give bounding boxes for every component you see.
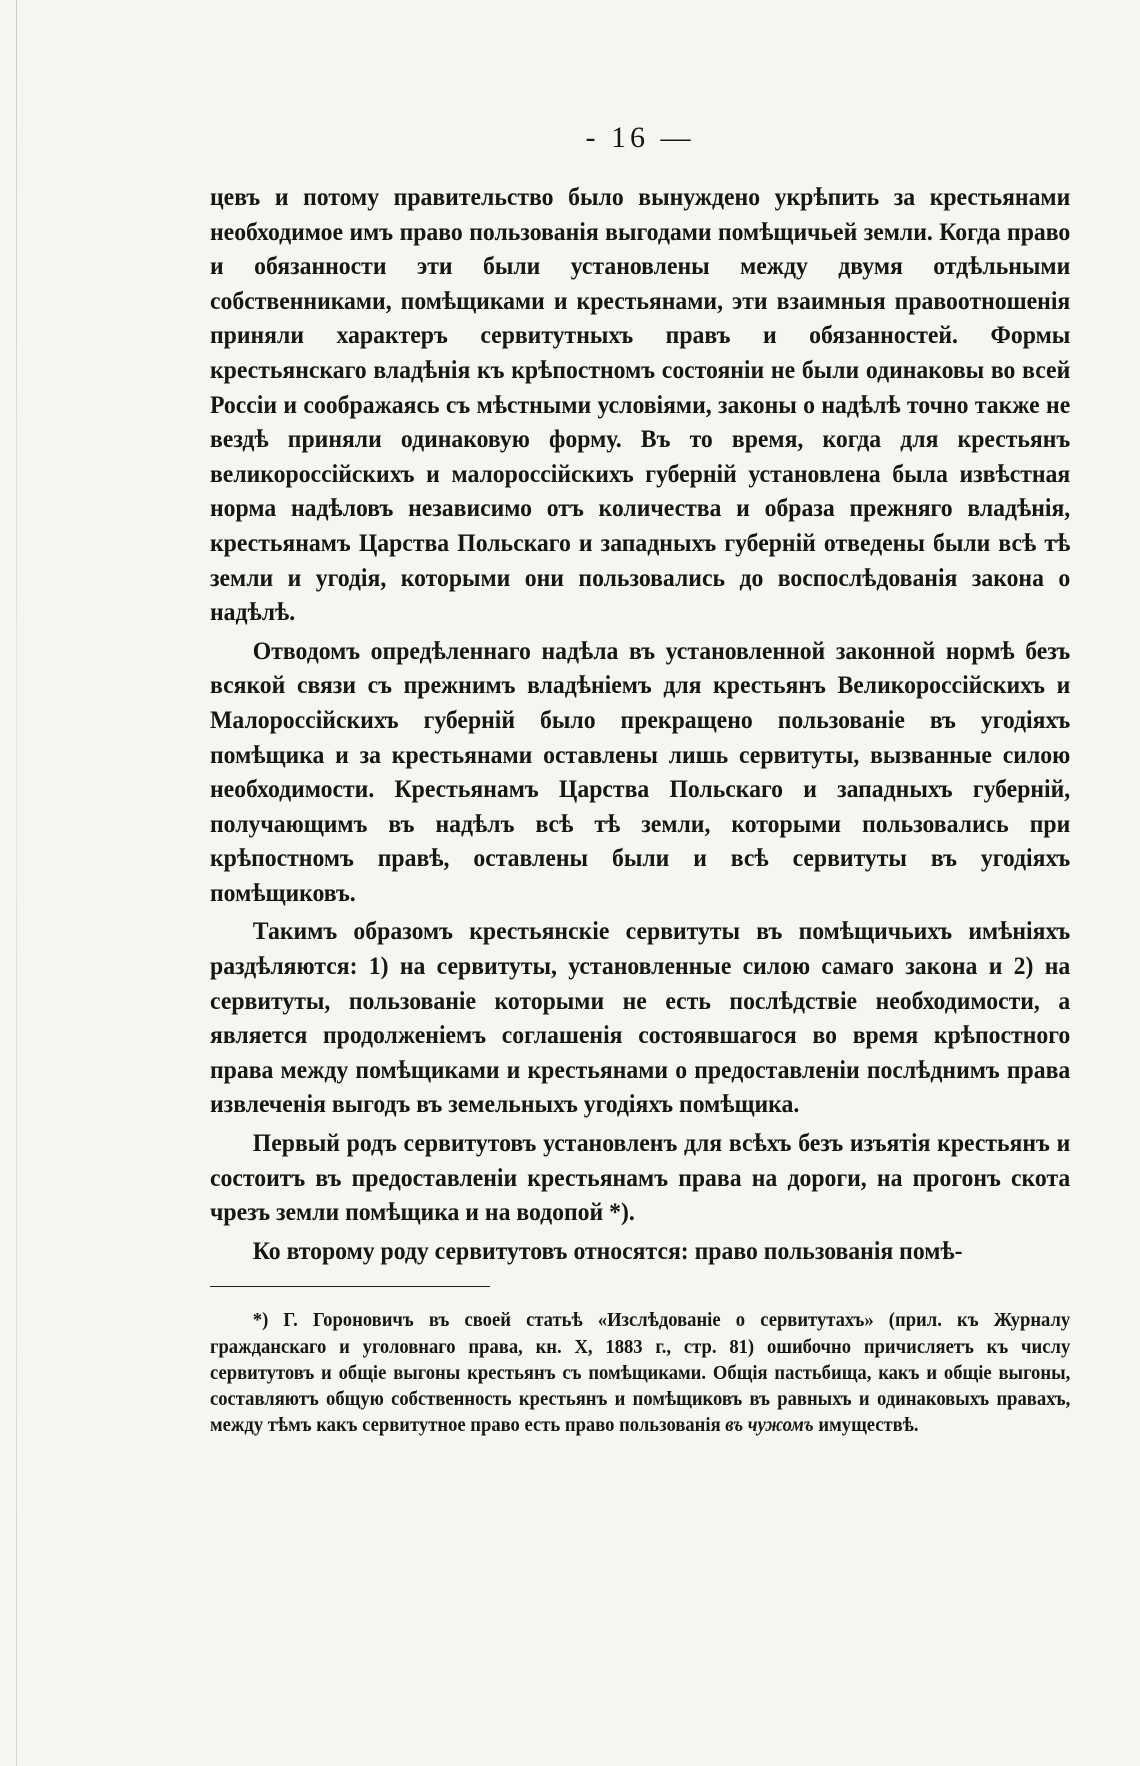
paragraph-1: цевъ и потому правительство было вынуждено укрѣпить за крестьянами необходимое имъ право пользованія выгодами помѣщичьей земли. Когда право и обязанности эти были установлены между двумя отдѣльными собственниками, помѣщиками и крестьянами, эти взаимныя правоотношенія приняли характеръ сервитутныхъ правъ и обязанностей. Формы крестьянскаго владѣнія къ крѣпостномъ состояніи не были одинаковы во всей Россіи и соображаясь съ мѣстными условіями, законы о надѣлѣ точно также не вездѣ приняли одинаковую форму. Въ то время, когда для крестьянъ великороссійскихъ и малороссійскихъ губерній установлена была извѣстная норма надѣловъ независимо отъ количества и образа прежняго владѣнія, крестьянамъ Царства Польскаго и западныхъ губерній отведены были всѣ тѣ земли и угодія, которыми они пользовались до воспослѣдованія закона о надѣлѣ. <box>210 182 1071 627</box>
body-text <box>210 180 1070 1268</box>
paragraph-5: Ко второму роду сервитутовъ относятся: право пользованія помѣ- <box>252 1235 963 1265</box>
footnote-separator <box>210 1286 490 1287</box>
page-number: - 16 — <box>585 121 695 154</box>
paragraph-3: Такимъ образомъ крестьянскіе сервитуты въ помѣщичьихъ имѣніяхъ раздѣляются: 1) на сервитуты, установленные силою самаго закона и 2) на сервитуты, пользованіе которыми не есть послѣдствіе необходимости, а является продолженіемъ соглашенія состоявшагося во время крѣпостного права между помѣщиками и крестьянами о предоставленіи послѣднимъ права извлеченія выгодъ въ земельныхъ угодіяхъ помѣщика. <box>210 916 1071 1119</box>
paragraph-2: Отводомъ опредѣленнаго надѣла въ установленной законной нормѣ безъ всякой связи съ прежнимъ владѣніемъ для крестьянъ Великороссійскихъ и Малороссійскихъ губерній было прекращено пользованіе въ угодіяхъ помѣщика и за крестьянами оставлены лишь сервитуты, вызванные силою необходимости. Крестьянамъ Царства Польскаго и западныхъ губерній, получающимъ въ надѣлъ всѣ тѣ земли, которыми пользовались при крѣпостномъ правѣ, оставлены были и всѣ сервитуты въ угодіяхъ помѣщиковъ. <box>210 635 1071 907</box>
paragraph-4: Первый родъ сервитутовъ установленъ для всѣхъ безъ изъятія крестьянъ и состоитъ въ предоставленіи крестьянамъ права на дороги, на прогонъ скота чрезъ земли помѣщика и на водопой *). <box>210 1128 1071 1227</box>
document-page <box>210 118 1070 1438</box>
footnote-emphasis: въ чужомъ <box>725 1414 814 1437</box>
footnote-text-end: имуществѣ. <box>813 1414 919 1437</box>
footnote-text: *) Г. Гороновичъ въ своей статьѣ «Изслѣдованіе о сервитутахъ» (прил. къ Журналу гражданскаго и уголовнаго права, кн. X, 1883 г., стр. 81) ошибочно причисляетъ къ числу сервитутовъ и общіе выгоны крестьянъ съ помѣщиками. Общія пастьбища, какъ и общіе выгоны, составляютъ общую собственность крестьянъ и помѣщиковъ въ равныхъ и одинаковыхъ правахъ, между тѣмъ какъ сервитутное право есть право пользованія <box>210 1309 1071 1437</box>
footnote <box>210 1307 1070 1438</box>
scan-edge-line <box>16 0 17 1766</box>
